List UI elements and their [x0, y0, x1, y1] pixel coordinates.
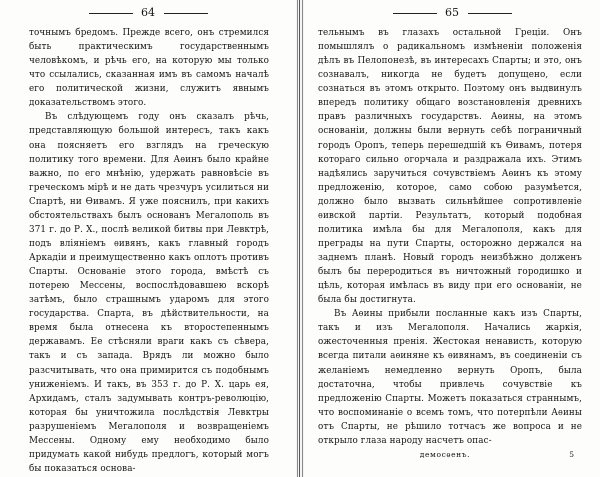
header-rule	[393, 13, 437, 14]
right-page	[304, 0, 600, 477]
paragraph: точнымъ бредомъ. Прежде всего, онъ стремился быть практическимъ государственнымъ человѣкомъ, и рѣчь его, на которую мы только что ссылались, сказанная имъ въ самомъ началѣ его политической жизни, служитъ явнымъ доказательствомъ этого.	[29, 28, 269, 109]
book-gutter	[296, 0, 304, 477]
left-page-header	[0, 6, 296, 20]
signature-mark: демосѳенъ.	[419, 450, 471, 459]
header-rule	[89, 13, 133, 14]
gathering-number: 5	[569, 450, 574, 459]
header-rule	[164, 13, 208, 14]
header-rule	[468, 13, 512, 14]
left-page-body	[29, 26, 269, 476]
right-page-body	[318, 26, 582, 448]
paragraph: тельнымъ въ глазахъ остальной Греціи. Онъ помышлялъ о радикальномъ измѣненіи положенія дѣлъ въ Пелопонезѣ, въ интересахъ Спарты; и это, онъ сознавалъ, никогда не будетъ допущено, если сознаться въ этомъ открыто. Поэтому онъ выдвинулъ впередъ политику общаго возстановленія древнихъ правъ различныхъ государствъ. Аѳины, на этомъ основаніи, должны были вернуть себѣ пограничный городъ Оропъ, теперь перешедшій къ Ѳивамъ, потеря котораго сильно огорчала и раздражала ихъ. Этимъ надѣялись заручиться сочувствіемъ Аѳинъ къ этому предложенію, которое, само собою разумѣется, должно было вызвать сильнѣйшее сопротивленіе ѳивской партіи. Результатъ, который подобная политика имѣла бы для Мегалополя, какъ для преграды на пути Спарты, осторожно держался на заднемъ планѣ. Новый городъ неизбѣжно долженъ былъ бы переродиться въ ничтожный городишко и цѣль, которая имѣлась въ виду при его основаніи, не была бы достигнута.	[318, 28, 582, 306]
paragraph: Въ Аѳины прибыли посланные какъ изъ Спарты, такъ и изъ Мегалополя. Начались жаркія, ожесточенныя пренія. Жестокая ненависть, которую всегда питали аѳиняне къ ѳивянамъ, въ соединеніи съ желаніемъ немедленно вернуть Оропъ, была достаточна, чтобы привлечь сочувствіе къ предложенію Спарты. Можетъ показаться страннымъ, что воспоминаніе о всемъ томъ, что потерпѣли Аѳины отъ Спарты, не рѣшило тотчасъ же вопроса и не открыло глаза народу насчетъ опас-	[318, 309, 582, 446]
right-page-header	[304, 6, 600, 20]
right-page-number: 65	[445, 6, 459, 19]
paragraph: Въ слѣдующемъ году онъ сказалъ рѣчь, представляющую большой интересъ, такъ какъ она поясняетъ его взглядъ на греческую политику того времени. Для Аѳинъ было крайне важно, по его мнѣнію, удержать равновѣсіе въ греческомъ мірѣ и не дать чрезчуръ усилиться ни Спартѣ, ни Ѳивамъ. Я уже пояснилъ, при какихъ обстоятельствахъ былъ основанъ Мегалополь въ 371 г. до Р. Х., послѣ великой битвы при Левктрѣ, подъ вліяніемъ ѳивянъ, какъ главный городъ Аркадіи и преимущественно какъ оплотъ противъ Спарты. Основаніе этого города, вмѣстѣ съ потерею Мессены, воспослѣдовавшею вскорѣ затѣмъ, было страшнымъ ударомъ для этого государства. Спарта, въ дѣйствительности, на время была отнесена къ второстепеннымъ державамъ. Ее стѣсняли враги какъ съ сѣвера, такъ и съ запада. Врядъ ли можно было разсчитывать, что она примирится съ подобнымъ униженіемъ. И такъ, въ 353 г. до Р. Х. царь ея, Архидамъ, сталъ задумывать контръ-революцію, которая бы уничтожила послѣдствія Левктры разрушеніемъ Мегалополя и возвращеніемъ Мессены. Одному ему необходимо было придумать какой нибудь предлогъ, который могъ бы показаться основа-	[29, 112, 269, 474]
right-page-footer	[318, 449, 582, 461]
left-page	[0, 0, 296, 477]
left-page-number: 64	[141, 6, 155, 19]
